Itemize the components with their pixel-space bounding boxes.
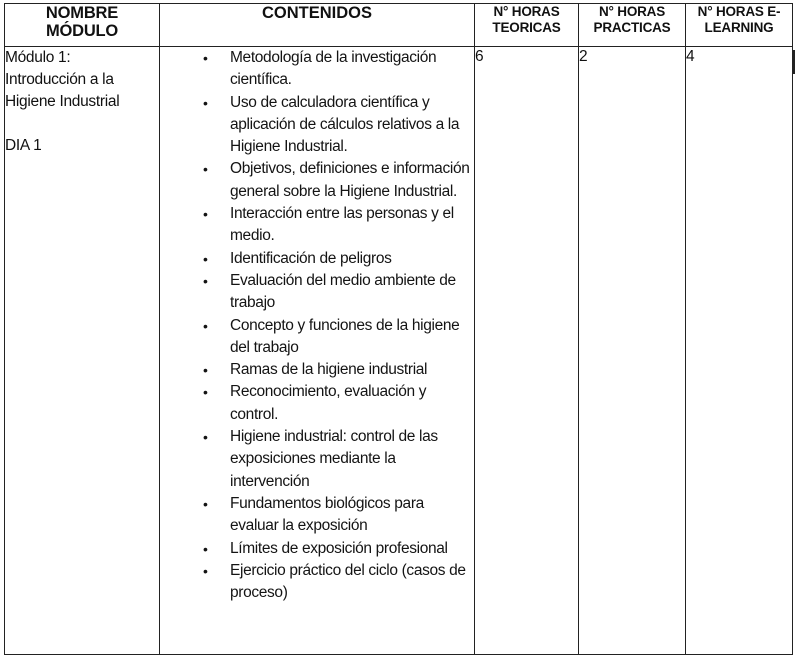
list-item	[160, 270, 474, 315]
list-item	[160, 538, 474, 560]
topic-text: Metodología de la investigación científica.	[230, 49, 437, 89]
module-name-cell	[5, 47, 160, 655]
list-item	[160, 493, 474, 538]
list-item	[160, 158, 474, 203]
topic-text: Reconocimiento, evaluación y control.	[230, 383, 427, 423]
header-row	[5, 4, 793, 47]
list-item	[160, 560, 474, 605]
bullet-icon: •	[203, 362, 208, 379]
list-item	[160, 315, 474, 360]
bullet-icon: •	[203, 540, 208, 557]
hours-theory-value: 6	[475, 47, 579, 655]
topic-text: Ramas de la higiene industrial	[230, 361, 428, 379]
bullet-icon: •	[203, 429, 208, 446]
hours-practice-value: 2	[579, 47, 686, 655]
topic-text: Concepto y funciones de la higiene del trabajo	[230, 316, 460, 356]
topic-text: Límites de exposición profesional	[230, 539, 448, 557]
list-item	[160, 203, 474, 248]
hours-elearning-value: 4	[686, 47, 793, 655]
bullet-icon: •	[203, 94, 208, 111]
topic-text: Evaluación del medio ambiente de trabajo	[230, 271, 456, 312]
header-horas-practicas: N° HORAS PRACTICAS	[579, 4, 686, 47]
list-item	[160, 359, 474, 381]
topic-text: Higiene industrial: control de las exposiciones mediante la intervención	[230, 428, 438, 490]
list-item	[160, 248, 474, 270]
bullet-icon: •	[203, 317, 208, 334]
header-horas-teoricas: N° HORAS TEORICAS	[475, 4, 579, 47]
bullet-icon: •	[203, 384, 208, 401]
header-horas-elearning: N° HORAS E- LEARNING	[686, 4, 793, 47]
module-title: Introducción a la	[5, 71, 114, 88]
list-item	[160, 426, 474, 493]
topic-text: Interacción entre las personas y el medio.	[230, 205, 454, 245]
header-nombre-modulo: NOMBRE MÓDULO	[5, 4, 160, 47]
topic-text: Ejercicio práctico del ciclo (casos de proceso)	[230, 561, 466, 602]
module-number: Módulo 1:	[5, 49, 71, 66]
course-document	[4, 3, 794, 655]
topic-text: Uso de calculadora científica y aplicación de cálculos relativos a la Higiene Industrial.	[230, 93, 460, 156]
topic-text: Identificación de peligros	[230, 249, 392, 267]
bullet-icon: •	[203, 206, 208, 223]
bullet-icon: •	[203, 495, 208, 512]
topic-text: Fundamentos biológicos para evaluar la exposición	[230, 494, 424, 535]
topics-list	[160, 47, 474, 604]
bullet-icon: •	[203, 161, 208, 178]
module-title-cont: Higiene Industrial	[5, 93, 120, 110]
list-item	[160, 47, 474, 92]
bullet-icon: •	[203, 272, 208, 289]
course-table	[4, 3, 793, 655]
bullet-icon: •	[203, 562, 208, 579]
bullet-icon: •	[203, 250, 208, 267]
list-item	[160, 381, 474, 426]
cursor-mark	[793, 50, 795, 74]
module-day: DIA 1	[5, 137, 42, 154]
header-contenidos: CONTENIDOS	[160, 4, 475, 47]
bullet-icon: •	[203, 50, 208, 66]
contents-cell	[160, 47, 475, 655]
topic-text: Objetivos, definiciones e información general sobre la Higiene Industrial.	[230, 160, 470, 200]
list-item	[160, 92, 474, 159]
table-row	[5, 47, 793, 655]
